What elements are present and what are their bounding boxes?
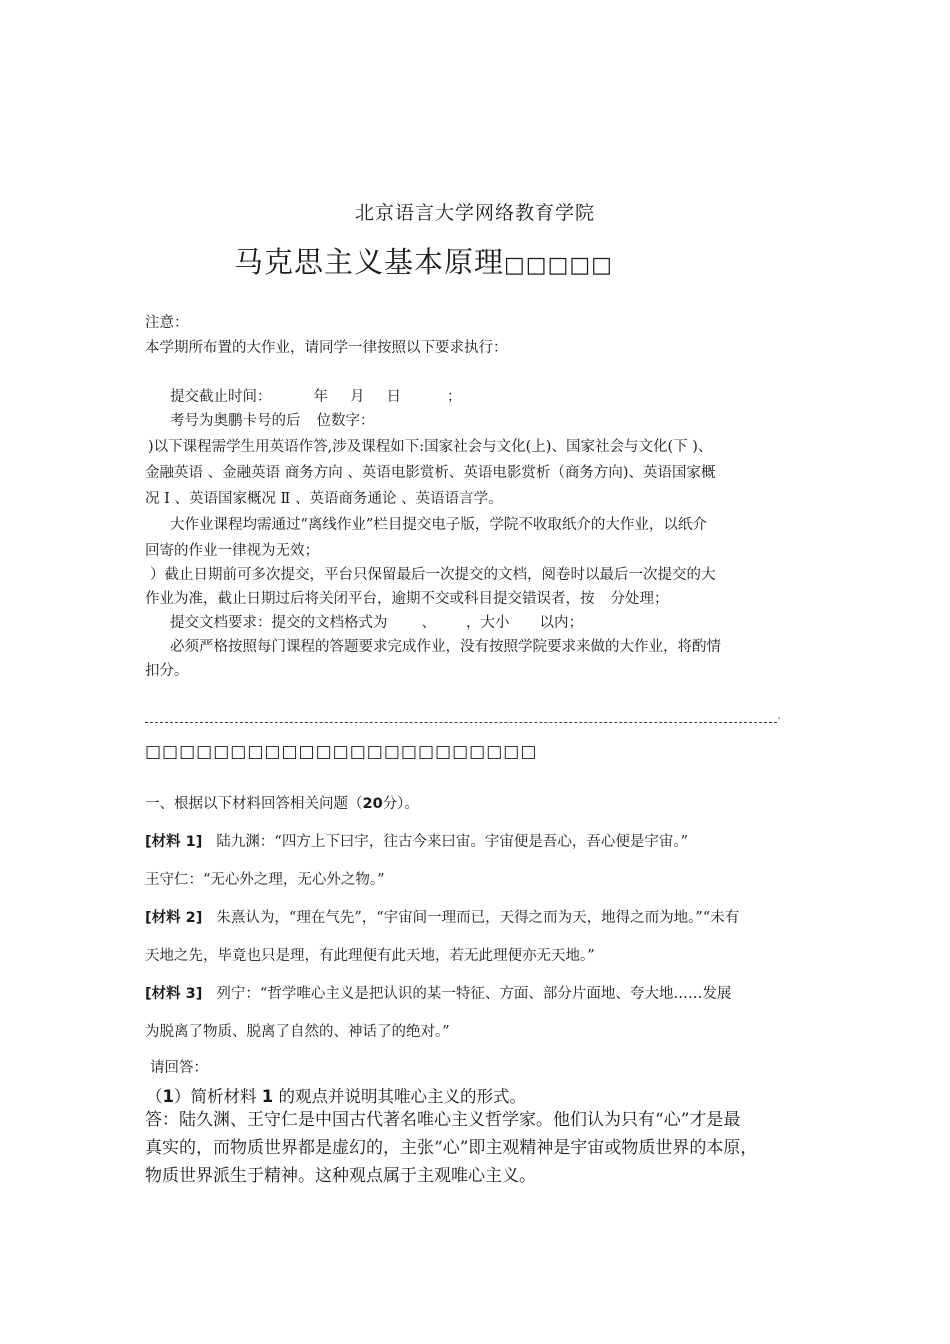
answer-prompt: 请回答： (150, 1060, 208, 1076)
course-title-suffix: □□□□□ (504, 253, 613, 278)
notice-item-exam-id: 考号为奥鹏卡号的后 位数字： (170, 413, 375, 429)
answer-line-1: 答：陆久渊、王守仁是中国古代著名唯心主义哲学家。他们认为只有“心”才是最 (145, 1110, 741, 1130)
notice-item-strict-line1: 必须严格按照每门课程的答题要求完成作业，没有按照学院要求来做的大作业，将酌情 (170, 639, 721, 655)
divider-mark: ' (778, 716, 781, 725)
notice-item-resubmit-line1: ）截止日期前可多次提交，平台只保留最后一次提交的文档，阅卷时以最后一次提交的大 (150, 567, 716, 583)
material-2: [材料 2] 朱熹认为，“理在气先”，“宇宙间一理而已，天得之而为天，地得之而为地。”“未有 (145, 910, 740, 926)
material-tag: [材料 3] (145, 986, 203, 1002)
notice-item-english-line2: 金融英语 、金融英语 商务方向 、英语电影赏析、英语电影赏析（商务方向)、英语国家概 (145, 465, 716, 481)
answer-line-3: 物质世界派生于精神。这种观点属于主观唯心主义。 (145, 1166, 536, 1186)
material-tag: [材料 1] (145, 834, 203, 850)
school-name: 北京语言大学网络教育学院 (354, 202, 595, 224)
notice-intro: 本学期所布置的大作业，请同学一律按照以下要求执行： (145, 340, 508, 356)
notice-item-english-line3: 况 Ⅰ 、英语国家概况 Ⅱ 、英语商务通论 、英语语言学。 (145, 491, 503, 507)
sub-question-1: （1）简析材料 1 的观点并说明其唯心主义的形式。 (146, 1087, 526, 1106)
material-2-line2: 天地之先，毕竟也只是理，有此理便有此天地，若无此理便亦无天地。” (145, 948, 595, 964)
material-1: [材料 1] 陆九渊：“四方上下曰宇，往古今来曰宙。宇宙便是吾心，吾心便是宇宙。” (145, 834, 688, 850)
notice-item-online-line1: 大作业课程均需通过“离线作业”栏目提交电子版，学院不收取纸介的大作业，以纸介 (170, 517, 707, 533)
material-1-b: 王守仁：“无心外之理，无心外之物。” (145, 872, 385, 888)
notice-item-deadline: 提交截止时间： 年 月 日 ； (170, 389, 462, 405)
course-title-text: 马克思主义基本原理 (234, 245, 505, 279)
garbled-heading: □□□□□□□□□□□□□□□□□□□□□□□ (145, 742, 538, 762)
material-tag: [材料 2] (145, 910, 203, 926)
course-title (210, 240, 613, 281)
notice-item-english-line1: )以下课程需学生用英语作答,涉及课程如下:国家社会与文化(上)、国家社会与文化(下 )、 (148, 439, 713, 455)
material-3-line2: 为脱离了物质、脱离了自然的、神话了的绝对。” (145, 1024, 450, 1040)
question-title: 一、根据以下材料回答相关问题（20分）。 (145, 796, 419, 812)
material-3: [材料 3] 列宁：“哲学唯心主义是把认识的某一特征、方面、部分片面地、夸大地……发展 (145, 986, 732, 1002)
notice-heading: 注意： (145, 315, 189, 331)
notice-item-resubmit-line2: 作业为准，截止日期过后将关闭平台，逾期不交或科目提交错误者，按 分处理； (145, 591, 669, 607)
notice-item-strict-line2: 扣分。 (145, 663, 189, 679)
answer-line-2: 真实的，而物质世界都是虚幻的，主张“心”即主观精神是宇宙或物质世界的本原， (145, 1138, 758, 1158)
divider (145, 722, 777, 723)
notice-item-online-line2: 回寄的作业一律视为无效； (145, 543, 319, 559)
notice-item-format: 提交文档要求：提交的文档格式为 、 ，大小 以内； (170, 615, 583, 631)
